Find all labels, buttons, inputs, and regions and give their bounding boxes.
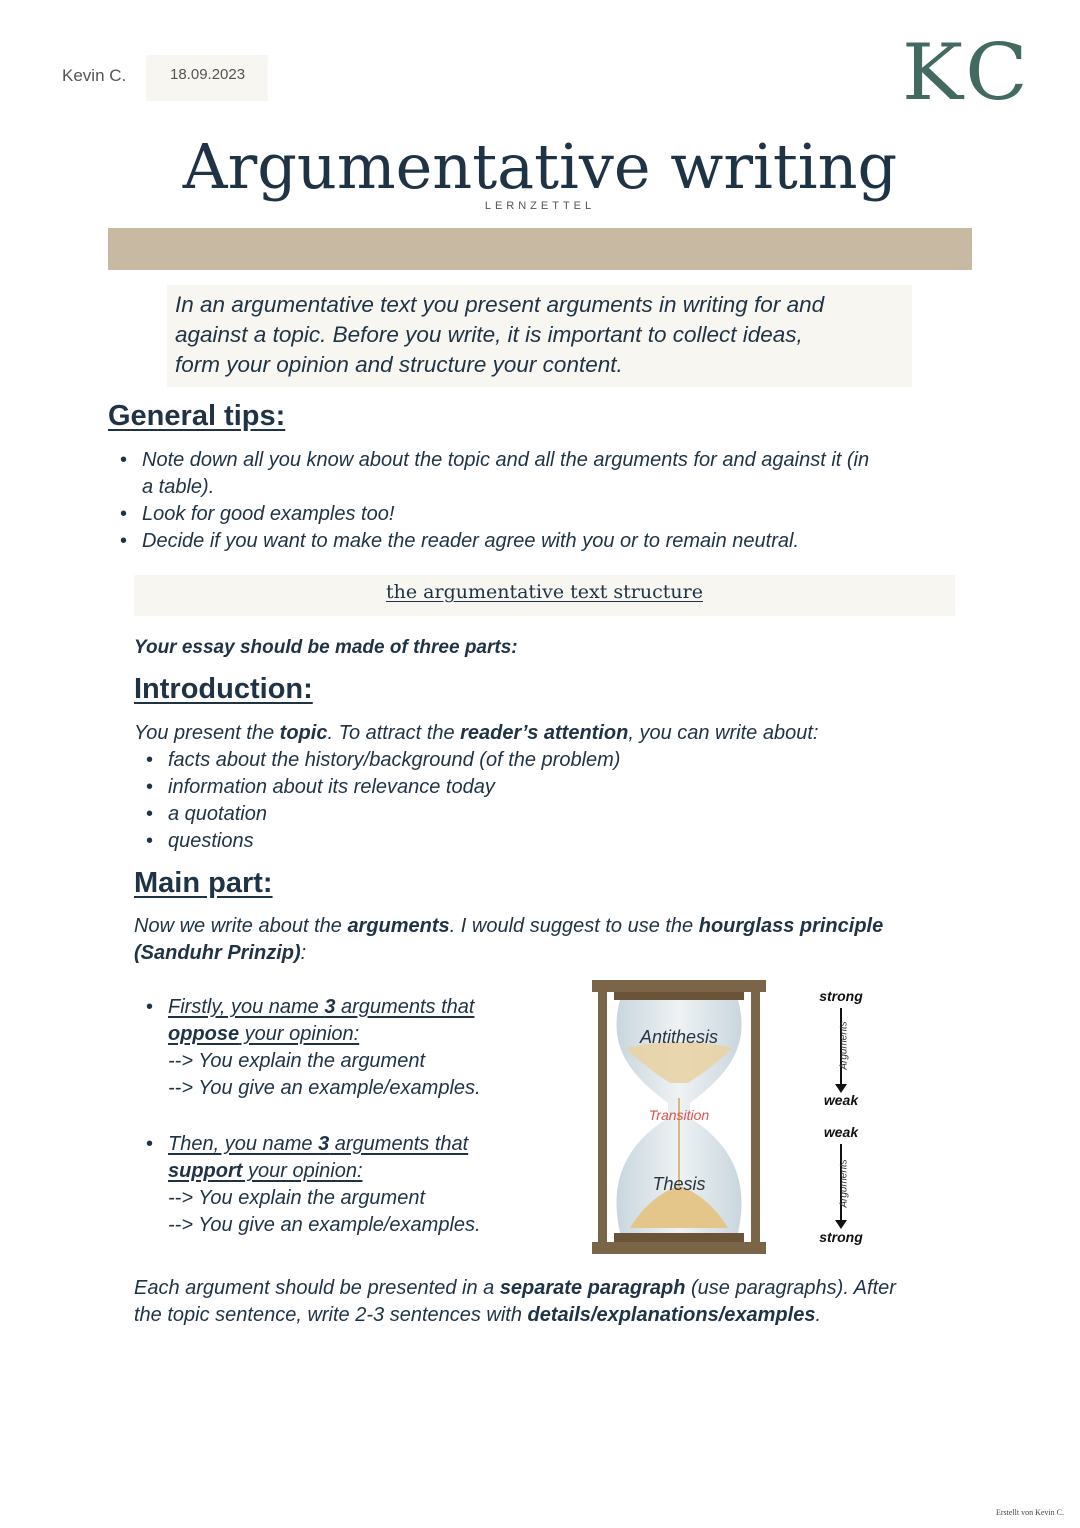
essay-parts: Your essay should be made of three parts: [134,637,518,658]
text: --> You give an example/examples. [168,1077,481,1099]
text: Firstly, you name [168,996,325,1018]
scale-bottom-end: strong [819,1229,863,1245]
intro-line: form your opinion and structure your content. [175,352,623,377]
tip-item: • Look for good examples too! [142,501,394,528]
intro-line: In an argumentative text you present arguments in writing for and [175,292,825,317]
text-bold: reader’s attention [460,722,629,744]
text: your opinion: [242,1160,363,1182]
intro-item: • questions [168,828,254,855]
text: Each argument should be presented in a [134,1277,500,1299]
hourglass-transition: Transition [648,1107,710,1123]
scale-top-start: strong [819,988,863,1004]
logo: KC [901,28,1032,118]
scale-top-label: Arguments [838,1021,850,1070]
main-part-text [134,913,883,967]
tip-item: • Decide if you want to make the reader agree with you or to remain neutral. [142,528,799,555]
general-tips-heading: General tips: [108,400,286,432]
introduction-text [134,720,818,747]
structure-label: the argumentative text structure [386,581,703,603]
tip-item [142,447,869,501]
date: 18.09.2023 [170,66,246,83]
author-name: Kevin C. [62,66,127,85]
text: You present the [134,722,280,744]
text-bold: oppose [168,1023,240,1045]
frame-bottom-inner [614,1233,744,1242]
text: arguments that [329,1133,469,1155]
intro-item: • a quotation [168,801,267,828]
text: . To attract the [327,722,461,744]
page-title: Argumentative writing [182,130,898,203]
frame-top [592,980,766,992]
intro-item: • facts about the history/background (of the problem) [168,747,620,774]
text: (use paragraphs). After [685,1277,896,1299]
text: Now we write about the [134,915,348,937]
oppose-item [168,994,481,1102]
scale-top-end: weak [823,1092,859,1108]
text: . [815,1304,822,1326]
intro-line: against a topic. Before you write, it is important to collect ideas, [175,322,803,347]
page-subtitle: LERNZETTEL [484,200,596,212]
main-part-heading: Main part: [134,867,273,899]
text: . I would suggest to use the [449,915,699,937]
text-bold: topic [279,722,328,744]
text-bold: 3 [324,996,336,1018]
text-bold: support [168,1160,243,1182]
text: your opinion: [239,1023,360,1045]
text-bold: details/explanations/examples [527,1304,816,1326]
intro-box [167,285,912,387]
tip-text: a table). [142,476,215,498]
text: , you can write about: [628,722,819,744]
introduction-heading: Introduction: [134,673,313,705]
hourglass-thesis: Thesis [652,1174,706,1194]
arrow-head [835,1220,847,1229]
text: : [300,942,307,964]
text: --> You explain the argument [168,1187,426,1209]
closing-text [134,1275,896,1329]
text: Then, you name [168,1133,319,1155]
text-bold: (Sanduhr Prinzip) [134,942,301,964]
intro-item: • information about its relevance today [168,774,495,801]
frame-bottom [592,1242,766,1254]
text-bold: 3 [318,1133,330,1155]
footer-credit: Erstellt von Kevin C. [996,1508,1064,1517]
text: the topic sentence, write 2-3 sentences with [134,1304,528,1326]
text-bold: hourglass principle [698,915,884,937]
text-bold: separate paragraph [499,1277,686,1299]
title-band [108,228,972,270]
text: arguments that [335,996,475,1018]
text: --> You give an example/examples. [168,1214,481,1236]
tip-text: Note down all you know about the topic and all the arguments for and against it (in [142,449,870,471]
scale-bottom-label: Arguments [838,1159,850,1208]
frame-top-inner [614,992,744,1000]
scale-bottom-start: weak [823,1124,859,1140]
text: --> You explain the argument [168,1050,426,1072]
support-item [168,1131,481,1239]
hourglass-antithesis: Antithesis [639,1027,719,1047]
text-bold: arguments [347,915,450,937]
